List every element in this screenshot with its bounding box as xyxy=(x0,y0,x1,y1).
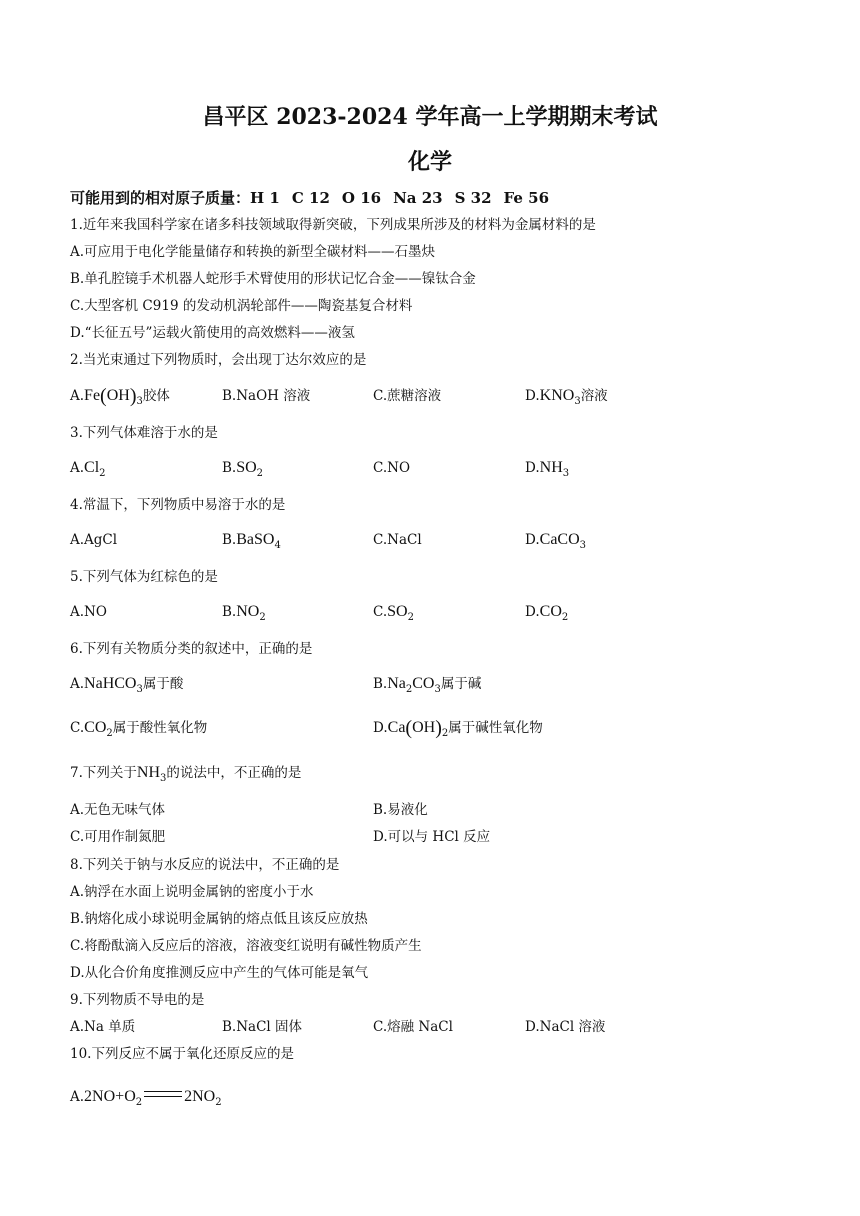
q5-option-a: A.NO xyxy=(70,604,107,620)
q8-option-c: C.将酚酞滴入反应后的溶液，溶液变红说明有碱性物质产生 xyxy=(70,938,422,954)
atomic-mass-fe: Fe 56 xyxy=(503,189,550,207)
q2-option-c: C.蔗糖溶液 xyxy=(373,388,442,404)
q1-option-d: D.“长征五号”运载火箭使用的高效燃料——液氢 xyxy=(70,325,355,341)
q9-options xyxy=(70,1016,830,1038)
q6-option-d: $D.Ca(OH)_2$属于碱性氧化物 xyxy=(373,717,543,739)
atomic-mass-h: H 1 xyxy=(250,189,280,207)
q4-option-c: C.NaCl xyxy=(373,532,422,548)
q5-options xyxy=(70,601,830,623)
q5-option-b: $B.NO_2$ xyxy=(222,603,266,623)
q2-option-a: $A.Fe(OH)_3$胶体 xyxy=(70,385,170,407)
q5-stem: 5.下列气体为红棕色的是 xyxy=(70,569,218,585)
q1-option-c: C.大型客机 C919 的发动机涡轮部件——陶瓷基复合材料 xyxy=(70,298,413,314)
q9-stem: 9.下列物质不导电的是 xyxy=(70,992,205,1008)
q8-option-a: A.钠浮在水面上说明金属钠的密度小于水 xyxy=(70,884,314,900)
q5-option-c: $C.SO_2$ xyxy=(373,603,414,623)
q6-stem: 6.下列有关物质分类的叙述中，正确的是 xyxy=(70,641,313,657)
q6-option-c: $C.CO_2$属于酸性氧化物 xyxy=(70,719,208,739)
q3-option-d: $D.NH_3$ xyxy=(525,459,570,479)
atomic-mass-c: C 12 xyxy=(291,189,330,207)
q1-stem: 1.近年来我国科学家在诸多科技领域取得新突破，下列成果所涉及的材料为金属材料的是 xyxy=(70,217,596,233)
q6-option-a: A.NaHCO$_3$属于酸 xyxy=(70,675,184,695)
q10-stem: 10.下列反应不属于氧化还原反应的是 xyxy=(70,1046,294,1062)
q4-option-b: B.BaSO$_4$ xyxy=(222,531,281,551)
q7-stem: 7.下列关于$NH_3$的说法中，不正确的是 xyxy=(70,764,302,784)
atomic-mass-o: O 16 xyxy=(341,189,382,207)
q9-option-b: B.NaCl 固体 xyxy=(222,1019,303,1035)
q4-stem: 4.常温下，下列物质中易溶于水的是 xyxy=(70,497,286,513)
atomic-masses-line xyxy=(70,187,561,209)
q4-options xyxy=(70,529,830,551)
atomic-mass-s: S 32 xyxy=(454,189,492,207)
q5-option-d: $D.CO_2$ xyxy=(525,603,569,623)
q9-option-a: A.Na 单质 xyxy=(70,1019,136,1035)
q10-options xyxy=(70,1086,830,1108)
atomic-mass-na: Na 23 xyxy=(393,189,443,207)
q6-option-b: $B.Na_2CO_3$属于碱 xyxy=(373,675,482,695)
atomic-masses-label: 可能用到的相对原子质量： xyxy=(70,189,251,207)
q8-option-b: B.钠熔化成小球说明金属钠的熔点低且该反应放热 xyxy=(70,911,368,927)
q2-option-b: B.NaOH 溶液 xyxy=(222,388,311,404)
q9-option-d: D.NaCl 溶液 xyxy=(525,1019,606,1035)
q4-option-d: D.CaCO$_3$ xyxy=(525,531,587,551)
q7-option-c: C.可用作制氮肥 xyxy=(70,829,166,845)
q2-option-d: $D.KNO_3$溶液 xyxy=(525,387,608,407)
q7-option-d: D.可以与 HCl 反应 xyxy=(373,829,491,845)
subject-title: 化学 xyxy=(407,149,452,175)
q6-options-cd xyxy=(70,717,830,739)
q3-option-b: $B.SO_2$ xyxy=(222,459,264,479)
q10-option-a: $A.2NO+O_2$ $2NO_2$ xyxy=(70,1088,222,1108)
q1-option-a: A.可应用于电化学能量储存和转换的新型全碳材料——石墨炔 xyxy=(70,244,436,260)
q1-option-b: B.单孔腔镜手术机器人蛇形手术臂使用的形状记忆合金——镍钛合金 xyxy=(70,271,476,287)
q9-option-c: C.熔融 NaCl xyxy=(373,1019,453,1035)
q7-option-b: B.易液化 xyxy=(373,802,428,818)
q2-stem: 2.当光束通过下列物质时，会出现丁达尔效应的是 xyxy=(70,352,367,368)
q2-options xyxy=(70,385,830,407)
q7-options-cd xyxy=(70,826,830,848)
q3-stem: 3.下列气体难溶于水的是 xyxy=(70,425,218,441)
equals-sign xyxy=(144,1091,182,1097)
q6-options-ab xyxy=(70,673,830,695)
q3-options xyxy=(70,457,830,479)
exam-title: 昌平区 2023-2024 学年高一上学期期末考试 xyxy=(202,104,658,130)
q3-option-a: $A.Cl_2$ xyxy=(70,459,106,479)
q4-option-a: A.AgCl xyxy=(70,532,118,548)
q8-stem: 8.下列关于钠与水反应的说法中，不正确的是 xyxy=(70,857,340,873)
q3-option-c: C.NO xyxy=(373,460,411,476)
q8-option-d: D.从化合价角度推测反应中产生的气体可能是氧气 xyxy=(70,965,369,981)
q7-options-ab xyxy=(70,799,830,821)
q7-option-a: A.无色无味气体 xyxy=(70,802,166,818)
